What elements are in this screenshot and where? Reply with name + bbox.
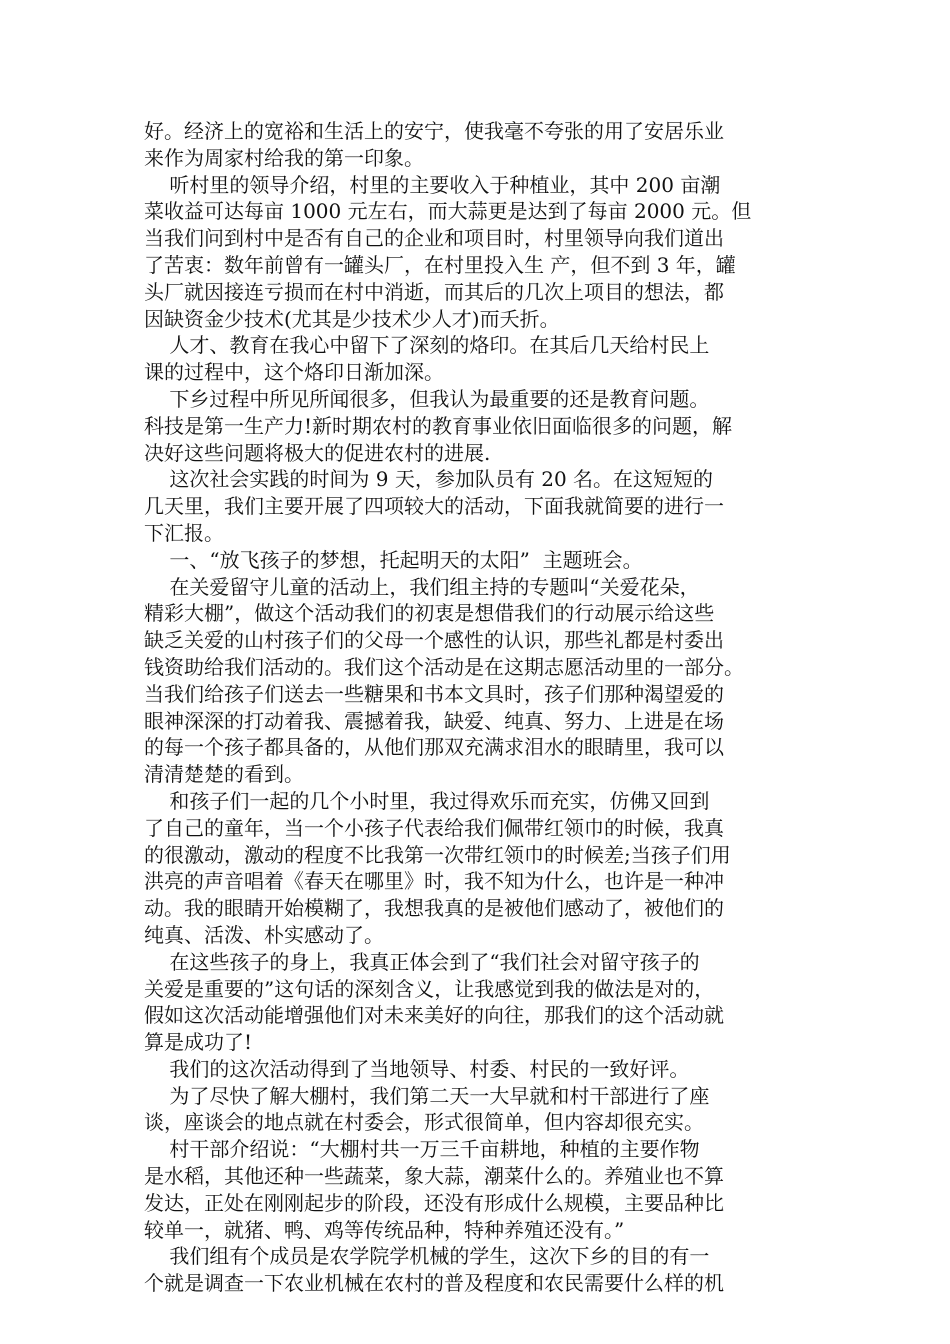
paragraph xyxy=(144,1136,820,1243)
text-line: 听村里的领导介绍，村里的主要收入于种植业，其中 200 亩潮 xyxy=(144,172,721,197)
text-line: 我们的这次活动得到了当地领导、村委、村民的一致好评。 xyxy=(144,1056,690,1081)
text-line: 几天里，我们主要开展了四项较大的活动，下面我就简要的进行一 xyxy=(144,494,724,519)
text-line: 钱资助给我们活动的。我们这个活动是在这期志愿活动里的一部分。 xyxy=(144,654,744,679)
text-line: 头厂就因接连亏损而在村中消逝，而其后的几次上项目的想法，都 xyxy=(144,279,724,304)
text-line: 较单一，就猪、鸭、鸡等传统品种，特种养殖还没有。” xyxy=(144,1217,625,1242)
text-line: 这次社会实践的时间为 9 天，参加队员有 20 名。在这短短的 xyxy=(144,467,714,492)
text-line: 下汇报。 xyxy=(144,520,224,545)
text-line: 来作为周家村给我的第一印象。 xyxy=(144,145,424,170)
paragraph xyxy=(144,547,820,574)
text-line: 关爱是重要的”这句话的深刻含义，让我感觉到我的做法是对的， xyxy=(144,976,715,1001)
paragraph xyxy=(144,1056,820,1083)
text-line: 当我们给孩子们送去一些糖果和书本文具时，孩子们那种渴望爱的 xyxy=(144,681,724,706)
paragraph xyxy=(144,949,820,1056)
text-line: 在关爱留守儿童的活动上，我们组主持的专题叫“关爱花朵， xyxy=(144,574,700,599)
text-line: 科技是第一生产力!新时期农村的教育事业依旧面临很多的问题，解 xyxy=(144,413,733,438)
text-line: 决好这些问题将极大的促进农村的进展. xyxy=(144,440,491,465)
paragraph xyxy=(144,386,820,466)
text-line: 下乡过程中所见所闻很多，但我认为最重要的还是教育问题。 xyxy=(144,386,710,411)
text-line: 好。经济上的宽裕和生活上的安宁，使我毫不夸张的用了安居乐业 xyxy=(144,119,724,143)
text-line: 在这些孩子的身上，我真正体会到了“我们社会对留守孩子的 xyxy=(144,949,700,974)
text-line: 是水稻，其他还种一些蔬菜，象大蒜，潮菜什么的。养殖业也不算 xyxy=(144,1164,724,1189)
paragraph xyxy=(144,466,820,546)
text-line: 洪亮的声音唱着《春天在哪里》时，我不知为什么，也许是一种冲 xyxy=(144,869,724,894)
text-line: 的很激动，激动的程度不比我第一次带红领巾的时候差;当孩子们用 xyxy=(144,842,731,867)
text-line: 菜收益可达每亩 1000 元左右，而大蒜更是达到了每亩 2000 元。但 xyxy=(144,199,752,224)
paragraph xyxy=(144,118,820,172)
paragraph xyxy=(144,172,820,333)
document-body xyxy=(144,118,820,1297)
paragraph xyxy=(144,1243,820,1297)
paragraph xyxy=(144,332,820,386)
text-line: 我们组有个成员是农学院学机械的学生，这次下乡的目的有一 xyxy=(144,1244,710,1269)
text-line: 课的过程中，这个烙印日渐加深。 xyxy=(144,360,444,385)
text-line: 的每一个孩子都具备的，从他们那双充满求泪水的眼睛里，我可以 xyxy=(144,735,724,760)
text-line: 当我们问到村中是否有自己的企业和项目时，村里领导向我们道出 xyxy=(144,226,724,251)
paragraph xyxy=(144,788,820,949)
text-line: 眼神深深的打动着我、震撼着我，缺爱、纯真、努力、上进是在场 xyxy=(144,708,724,733)
text-line: 为了尽快了解大棚村，我们第二天一大早就和村干部进行了座 xyxy=(144,1083,710,1108)
text-line: 了自己的童年，当一个小孩子代表给我们佩带红领巾的时候，我真 xyxy=(144,815,724,840)
text-line: 假如这次活动能增强他们对未来美好的向往，那我们的这个活动就 xyxy=(144,1003,724,1028)
text-line: 发达，正处在刚刚起步的阶段，还没有形成什么规模，主要品种比 xyxy=(144,1190,724,1215)
text-line: 算是成功了! xyxy=(144,1030,253,1055)
text-line: 了苦衷：数年前曾有一罐头厂，在村里投入生 产，但不到 3 年，罐 xyxy=(144,252,736,277)
text-line: 纯真、活泼、朴实感动了。 xyxy=(144,922,384,947)
text-line: 缺乏关爱的山村孩子们的父母一个感性的认识，那些礼都是村委出 xyxy=(144,628,724,653)
text-line: 谈，座谈会的地点就在村委会，形式很简单，但内容却很充实。 xyxy=(144,1110,704,1135)
text-line: 精彩大棚”，做这个活动我们的初衷是想借我们的行动展示给这些 xyxy=(144,601,715,626)
text-line: 和孩子们一起的几个小时里，我过得欢乐而充实，仿佛又回到 xyxy=(144,788,710,813)
text-line: 一、“放飞孩子的梦想，托起明天的太阳” 主题班会。 xyxy=(144,547,643,572)
text-line: 因缺资金少技术(尤其是少技术少人才)而夭折。 xyxy=(144,306,560,331)
text-line: 村干部介绍说：“大棚村共一万三千亩耕地，种植的主要作物 xyxy=(144,1137,700,1162)
text-line: 清清楚楚的看到。 xyxy=(144,762,304,787)
paragraph xyxy=(144,574,820,788)
text-line: 个就是调查一下农业机械在农村的普及程度和农民需要什么样的机 xyxy=(144,1271,724,1296)
text-line: 动。我的眼睛开始模糊了，我想我真的是被他们感动了，被他们的 xyxy=(144,896,724,921)
paragraph xyxy=(144,1083,820,1137)
text-line: 人才、教育在我心中留下了深刻的烙印。在其后几天给村民上 xyxy=(144,333,710,358)
